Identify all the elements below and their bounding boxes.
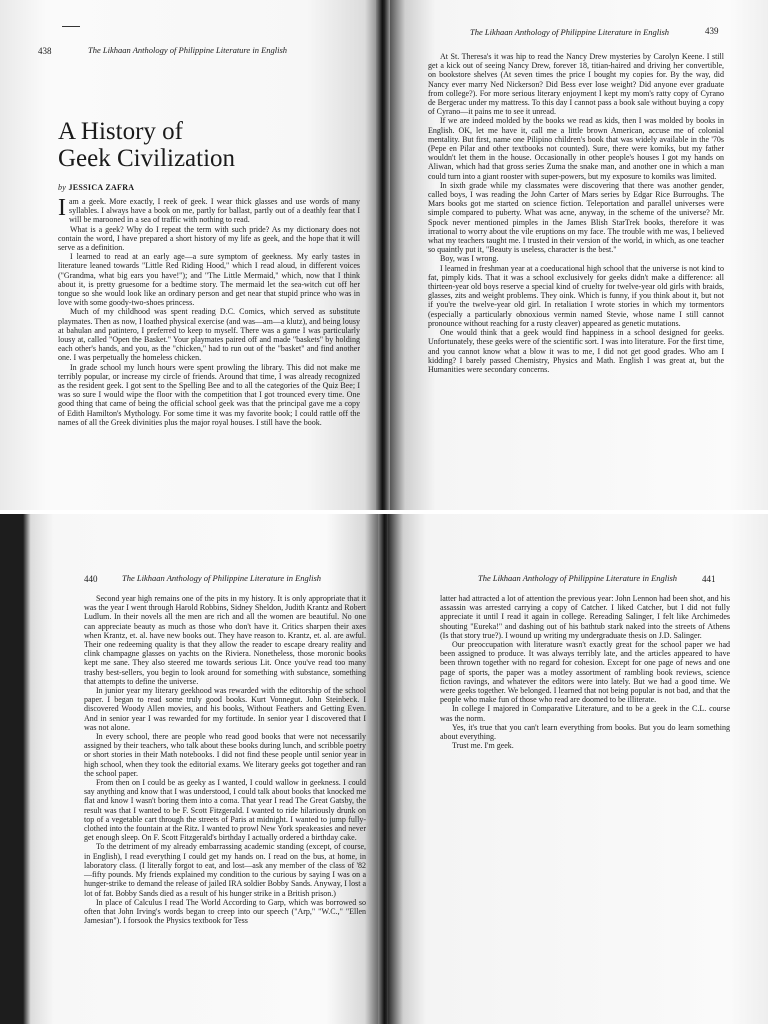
page-441-body <box>440 594 730 750</box>
page-number: 440 <box>84 574 98 584</box>
essay-title-line2: Geek Civilization <box>58 145 236 172</box>
page-438-body <box>58 197 360 427</box>
paragraph: In every school, there are people who read good books that were not necessarily assigned by their teachers, who talk about these books during lunch, and scribble poetry or short stories in their Math notebooks. I did not find these people until senior year in high school, when they took the editorial exams. We literary geeks got together and ran the school paper. <box>84 732 366 778</box>
byline <box>58 183 134 192</box>
paragraph: In junior year my literary geekhood was rewarded with the editorship of the school paper. I began to read some truly good books. Kurt Vonnegut. John Steinbeck. I discovered Woody Allen movies, and his books, Without Feathers and Getting Even. And in senior year I was rewarded for my fortitude. In senior year I discovered that I was not alone. <box>84 686 366 732</box>
paragraph: Our preoccupation with literature wasn't exactly great for the school paper we had been assigned to produce. It was always terribly late, and the articles appeared to have been thrown together with no regard for cohesion. Except for one page of news and one page of sports, the paper was a motley assortment of rambling book reviews, science fiction ravings, and whatever the editors were into lately. But we had a good time. We were geeks together. We belonged. I learned that not being popular is not bad, and that the people who make fun of those who read are doomed to be illiterate. <box>440 640 730 705</box>
paragraph: At St. Theresa's it was hip to read the Nancy Drew mysteries by Carolyn Keene. I still get a kick out of seeing Nancy Drew, forever 18, titian-haired and driving her convertible, on bookstore shelves (At seven times the price I bought my copies for. By the way, did Nancy ever marry Ned Nickerson? Did Bess ever lose weight? Did anyone ever graduate from college?). For more serious literary enjoyment I kept my mom's ratty copy of Cyrano de Bergerac under my mattress. To this day I cannot pass a book sale without buying a copy of Cyrano—it pains me to see it unread. <box>428 52 724 117</box>
paragraph: If we are indeed molded by the books we read as kids, then I was molded by books in English. OK, let me have it, call me a little brown American, accuse me of colonial mentality. But first, name one Pilipino children's book that was widely available in the '70s (Pepe en Pilar and other textbooks not counted). Sure, there were komiks, but my father wouldn't let them in the house. Occasionally in other people's houses I got my hands on Aliwan, which had that gross series Zuma the snake man, and another one in which a man could turn into a giant rooster with super-powers, but my exposure to komiks was limited. <box>428 116 724 181</box>
paragraph: Yes, it's true that you can't learn everything from books. But you do learn something about everything. <box>440 722 730 742</box>
byline-prefix: by <box>58 183 67 192</box>
essay-title-line1: A History of <box>58 118 183 145</box>
paragraph <box>58 197 360 225</box>
page-number: 439 <box>705 26 719 36</box>
book-gutter-shadow <box>376 0 390 510</box>
author-name: JESSICA ZAFRA <box>68 183 135 192</box>
paragraph: Much of my childhood was spent reading D.C. Comics, which served as substitute playmates. Then as now, I loathed physical exercise (and was—am—a klutz), and being lousy at bahulan and patintero, I preferred to keep to myself. There was a game I was particularly lousy at, called "Open the Basket." Your playmates paired off and made "baskets" by holding each other's hands, and you, as the "chicken," had to run out of the "basket" and find another one. I was perpetually the homeless chicken. <box>58 307 360 363</box>
page-439-body <box>428 52 724 374</box>
running-header: The Likhaan Anthology of Philippine Literature in English <box>470 27 670 37</box>
paragraph: I learned to read at an early age—a sure symptom of geekness. My early tastes in literature leaned towards "Little Red Riding Hood," which I read aloud, in different voices ("Grandma, what big ears you have!"); and "The Little Mermaid," which, now that I think about it, is pretty gruesome for a bedtime story. The mermaid let the sea-witch cut off her tongue so she would look like an ordinary person and get near that stupid prince who was in love with some goody-two-shoes princess. <box>58 252 360 308</box>
page-number: 441 <box>702 574 716 584</box>
page-440 <box>0 514 384 1024</box>
paragraph: In grade school my lunch hours were spent prowling the library. This did not make me terribly popular, or increase my circle of friends. Around that time, I was already recognized as the resident geek. I got sent to the Spelling Bee and to all the categories of the Quiz Bee; I was so sure I would wipe the floor with the competition that I got trounced every time. One good thing that came of being the official school geek was that the principal gave me a copy of Edith Hamilton's Mythology. For some time it was my favorite book; I could rattle off the names of all the Greek divinities plus the major royal houses. I still have the book. <box>58 362 360 427</box>
top-spread <box>0 0 768 510</box>
header-rule <box>62 26 80 27</box>
drop-cap: I <box>58 195 66 221</box>
paragraph: In sixth grade while my classmates were discovering that there was another gender, called boys, I was reading the John Carter of Mars series by Edgar Rice Burroughs. The Mars books got me started on science fiction. Teleportation and parallel universes were simple compared to puberty. What was acne, anyway, in the scheme of the universe? Mr. Spock never mentioned pimples in the James Blish StarTrek books, therefore it was irrational to worry about the vile eruptions on my face. The trouble with me was, I believed what my teachers taught me. I trusted in their version of the world, in which, as one teacher so quaintly put it, "Beauty is useless, character is the best." <box>428 180 724 255</box>
paragraph: In place of Calculus I read The World According to Garp, which was borrowed so often that John Irving's words began to creep into our speech ("Arp," "W.C.," "Ellen Jamesian"). I forsook the Physics textbook for Tess <box>84 897 366 926</box>
paragraph: Boy, was I wrong. <box>440 254 499 264</box>
running-header: The Likhaan Anthology of Philippine Literature in English <box>122 573 322 583</box>
paragraph: What is a geek? Why do I repeat the term with such pride? As my dictionary does not contain the word, I have prepared a short history of my life as geek, and the hope that it will serve as a definition. <box>58 224 360 253</box>
paragraph-text: am a geek. More exactly, I reek of geek. I wear thick glasses and use words of many syllables. I always have a book on me, partly for ballast, partly out of a deathly fear that I will be marooned in a sea of traffic with nothing to read. <box>69 197 360 225</box>
page-439 <box>390 0 768 510</box>
essay-title <box>58 118 235 172</box>
paragraph: Second year high remains one of the pits in my history. It is only appropriate that it was the year I went through Harold Robbins, Sidney Sheldon, Judith Krantz and Robert Ludlum. In their novels all the men are rich and all the women are beautiful. No one can appreciate beauty as much as those who don't have it. Critics sharpen their axes when Krantz, et. al. have new books out. They have reason to. Krantz, et. al. are awful. Their one redeeming quality is that they allow the reader to escape dreary reality and clink champagne glasses on yachts on the Riviera. Nonetheless, those moronic books kept me sane. They also steered me towards serious Lit. Once you've read too many trashy best-sellers, you begin to look around for something with substance, something that attempts to define the universe. <box>84 594 366 686</box>
paragraph: Trust me. I'm geek. <box>452 741 514 751</box>
page-440-body <box>84 594 366 925</box>
page-number: 438 <box>38 46 52 56</box>
paragraph: latter had attracted a lot of attention the previous year: John Lennon had been shot, and his assassin was arrested carrying a copy of Catcher. I liked Catcher, but I did not fully appreciate it until I read it again in college. Rereading Salinger, I felt like Archimedes shouting "Eureka!" and dashing out of his bathtub stark naked into the streets of Athens (Is that story true?). I wound up writing my undergraduate thesis on J.D. Salinger. <box>440 594 730 640</box>
page-441 <box>388 514 768 1024</box>
bottom-spread <box>0 514 768 1024</box>
paragraph: From then on I could be as geeky as I wanted, I could wallow in geekness. I could say anything and know that I was understood, I could talk about books that knocked me flat and know I wasn't boring them into a coma. That year I read The Great Gatsby, the result was that I wanted to be F. Scott Fitzgerald. I wanted to ride hilariously drunk on top of a vegetable cart through the streets of Paris at midnight. I wanted to jump fully-clothed into the fountain at the Ritz. I wanted to prowl New York speakeasies and never get enough sleep. On F. Scott Fitzgerald's birthday I actually ordered a birthday cake. <box>84 778 366 843</box>
page-438 <box>0 0 384 510</box>
paragraph: To the detriment of my already embarrassing academic standing (except, of course, in English), I read everything I could get my hands on. I read on the bus, at home, in laboratory class. (I literally forgot to eat, and lost—ask any member of the class of '82—fifty pounds. My friends explained my condition to the curious by saying I was on a hunger-strike to demand the release of jailed IRA soldier Bobby Sands. Anyway, I lost a lot of fat. Bobby Sands died as a result of his hunger strike in a British prison.) <box>84 842 366 898</box>
running-header: The Likhaan Anthology of Philippine Literature in English <box>478 573 678 583</box>
paragraph: In college I majored in Comparative Literature, and to be a geek in the C.L. course was the norm. <box>440 704 730 723</box>
running-header: The Likhaan Anthology of Philippine Literature in English <box>88 45 288 55</box>
paragraph: One would think that a geek would find happiness in a school designed for geeks. Unfortunately, these geeks were of the scientific sort. I was into literature. For the first time, and you cannot know what a blow it was to me, I did not get good grades. Who am I kidding? I barely passed Chemistry, Physics and Math. English I was great at, but the Humanities were secondary concerns. <box>428 328 724 374</box>
paragraph: I learned in freshman year at a coeducational high school that the universe is not kind to fat, pimply kids. That it was a school exclusively for geeks didn't make a difference: all thirteen-year old boys reserve a special kind of cruelty for twelve-year old girls with braids, glasses, zits and weight problems. They oink. Which is funny, if you think about it, but not if you're the twelve-year old girl. In retaliation I wrote stories in which my tormentors (especially a particularly obnoxious vermin named Stevie, whose name I still cannot pronounce without reaching for a rusty cleaver) appeared as genetic mutations. <box>428 263 724 328</box>
